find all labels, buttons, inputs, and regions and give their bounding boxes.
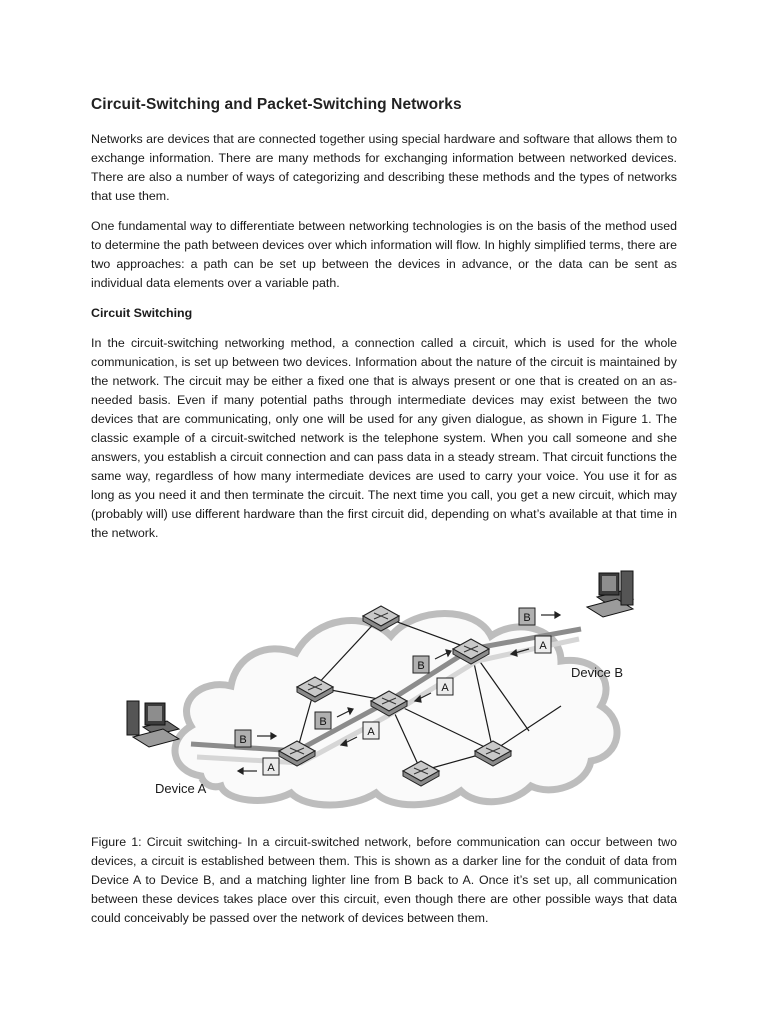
packet-b: [235, 730, 251, 747]
svg-text:B: B: [239, 734, 247, 746]
svg-text:A: A: [539, 640, 547, 652]
intro-paragraph-2: One fundamental way to differentiate between networking technologies is on the basis of the method used to determine the path between devices over which information will flow. In highly simplified terms, there are two approaches: a path can be set up between the devices in advance, or the data can be sent as individual data elements over a variable path.: [91, 219, 677, 290]
intro-paragraph-1: Networks are devices that are connected together using special hardware and software that allows them to exchange information. There are many methods for exchanging information between networked devices. There are also a number of ways of categorizing and describing these methods and the types of networks that use them.: [91, 132, 677, 203]
device-a-label: Device A: [155, 781, 207, 796]
device-b-label: Device B: [571, 665, 624, 680]
packet-a: [363, 722, 379, 739]
svg-text:A: A: [367, 726, 375, 738]
packet-b: [315, 712, 331, 729]
document-title: Circuit-Switching and Packet-Switching Networks: [91, 96, 462, 113]
packet-a: [437, 678, 453, 695]
circuit-switching-paragraph: In the circuit-switching networking method, a connection called a circuit, which is used for the whole communication, is set up between two devices. Information about the nature of the circuit is maintained by the network. The circuit may be either a fixed one that is always present or one that is created on an as-needed basis. Even if many potential paths through intermediate devices may exist between the two devices that are communicating, only one will be used for any given dialogue, as shown in Figure 1. The classic example of a circuit-switched network is the telephone system. When you call someone and she answers, you establish a circuit connection and can pass data in a steady stream. That circuit functions the same way, regardless of how many intermediate devices are used to carry your voice. You use it for as long as you need it and then terminate the circuit. The next time you call, you get a new circuit, which may (probably will) use different hardware than the first circuit did, depending on what’s available at that time in the network.: [91, 336, 677, 540]
device-b-computer-icon: [587, 571, 633, 617]
packet-b: [413, 656, 429, 673]
figure-caption-text: Figure 1: Circuit switching- In a circuit-switched network, before communication can occur between two devices, a circuit is established between them. This is shown as a darker line for the conduit of data from Device A to Device B, and a matching lighter line from B back to A. Once it’s set up, all communication between these devices takes place over this circuit, even though there are other possible ways that data could conceivably be passed over the network of devices between them.: [91, 835, 677, 925]
svg-text:B: B: [417, 660, 425, 672]
svg-text:A: A: [267, 762, 275, 774]
section-heading-circuit-switching: Circuit Switching: [91, 306, 193, 320]
packet-b: [519, 608, 535, 625]
circuit-switching-diagram: [91, 561, 677, 811]
packet-a: [535, 636, 551, 653]
svg-text:B: B: [523, 612, 531, 624]
svg-text:B: B: [319, 716, 327, 728]
packet-a: [263, 758, 279, 775]
network-diagram-svg: [91, 561, 677, 811]
svg-text:A: A: [441, 682, 449, 694]
figure-caption: [91, 833, 677, 928]
device-a-computer-icon: [127, 701, 179, 747]
